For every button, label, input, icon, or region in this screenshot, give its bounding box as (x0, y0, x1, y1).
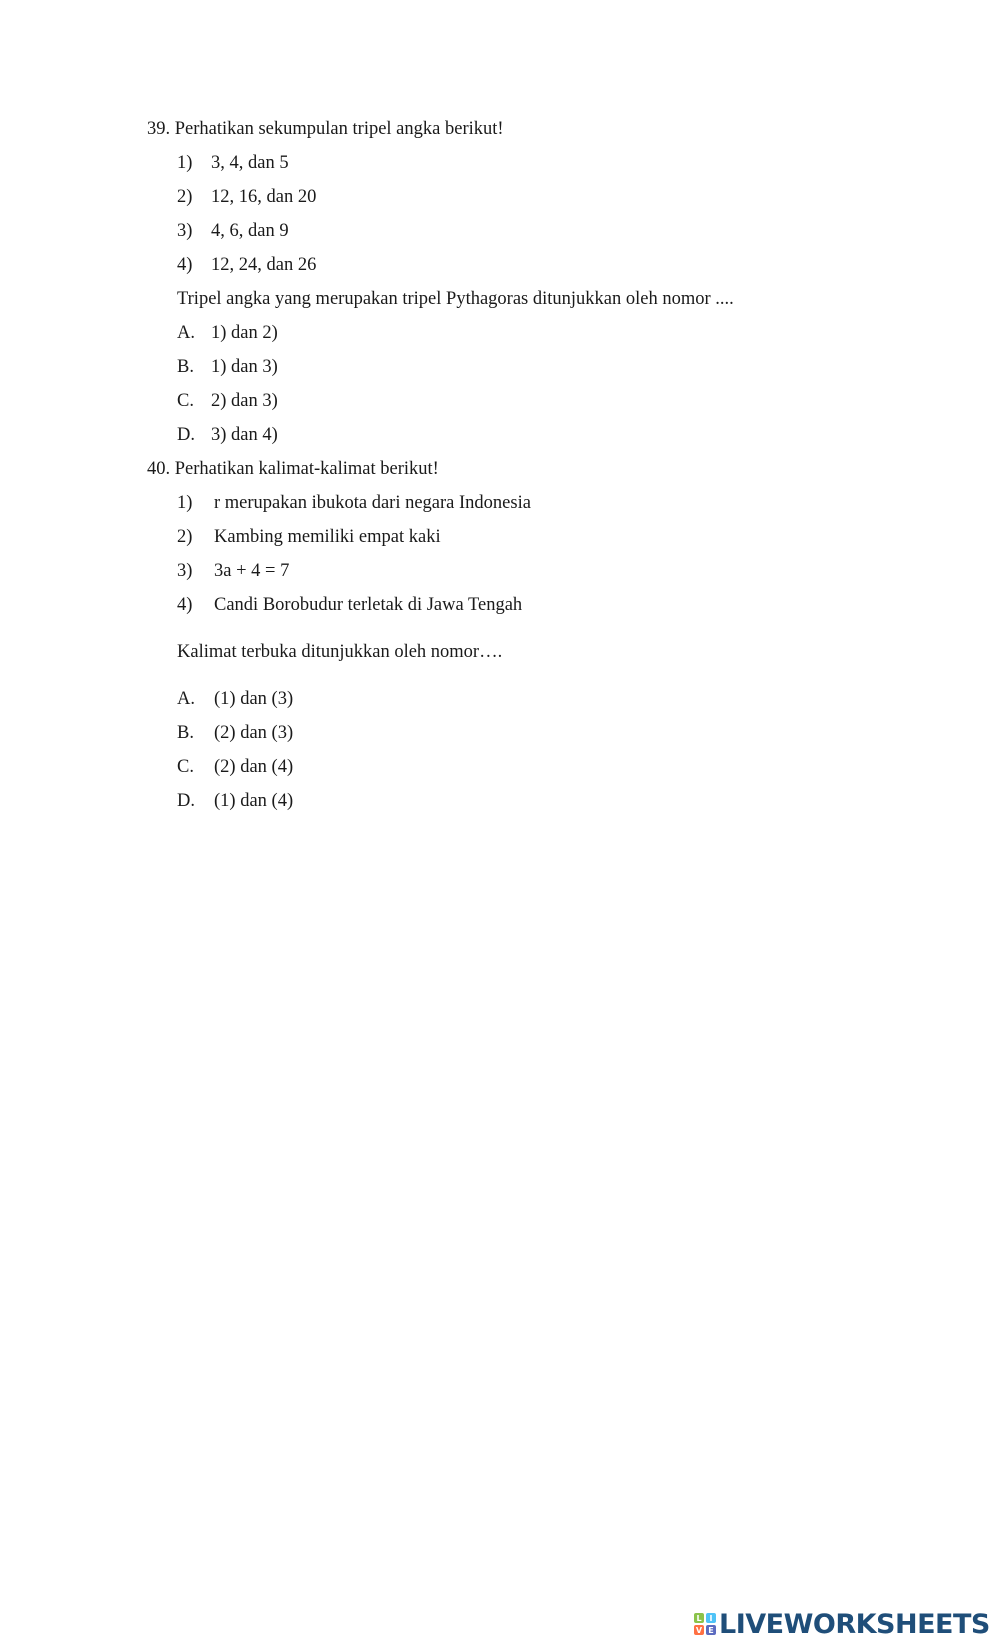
option-text: (2) dan (3) (214, 723, 294, 743)
question-number: 40. (147, 459, 171, 479)
list-item-text: 3, 4, dan 5 (211, 153, 289, 173)
option-letter: C. (177, 757, 194, 777)
option-text: 2) dan 3) (211, 391, 278, 411)
option-text: 1) dan 2) (211, 323, 278, 343)
option-text: 3) dan 4) (211, 425, 278, 445)
logo-tile: E (706, 1625, 716, 1635)
list-item-text: 12, 24, dan 26 (211, 255, 317, 275)
option-text: (1) dan (4) (214, 791, 294, 811)
list-item-number: 3) (177, 221, 193, 241)
list-item-number: 4) (177, 595, 193, 615)
logo-tile: I (706, 1613, 716, 1623)
option-letter: B. (177, 357, 194, 377)
option-letter: C. (177, 391, 194, 411)
list-item-text: 4, 6, dan 9 (211, 221, 289, 241)
list-item-number: 2) (177, 187, 193, 207)
question-40-prompt (147, 458, 439, 480)
list-item-number: 4) (177, 255, 193, 275)
liveworksheets-logo-icon (694, 1613, 716, 1635)
list-item-text: 12, 16, dan 20 (211, 187, 317, 207)
list-item-text: r merupakan ibukota dari negara Indonesia (214, 493, 531, 513)
logo-tile: L (694, 1613, 704, 1623)
list-item-number: 2) (177, 527, 193, 547)
list-item-number: 3) (177, 561, 193, 581)
question-39-prompt (147, 118, 504, 140)
list-item-number: 1) (177, 493, 193, 513)
list-item-text: 3a + 4 = 7 (214, 561, 290, 581)
option-letter: A. (177, 689, 195, 709)
question-number: 39. (147, 119, 171, 139)
option-text: 1) dan 3) (211, 357, 278, 377)
question-prompt-text: Perhatikan kalimat-kalimat berikut! (174, 459, 439, 479)
list-item-text: Kambing memiliki empat kaki (214, 527, 441, 547)
logo-tile: V (695, 1625, 703, 1635)
question-40-stem: Kalimat terbuka ditunjukkan oleh nomor…. (177, 642, 503, 662)
list-item-text: Candi Borobudur terletak di Jawa Tengah (214, 595, 523, 615)
option-text: (2) dan (4) (214, 757, 294, 777)
watermark-text: LIVEWORKSHEETS (719, 1608, 990, 1640)
list-item-number: 1) (177, 153, 193, 173)
option-text: (1) dan (3) (214, 689, 294, 709)
question-39-stem: Tripel angka yang merupakan tripel Pythagoras ditunjukkan oleh nomor .... (177, 289, 734, 309)
liveworksheets-watermark (694, 1609, 990, 1639)
option-letter: A. (177, 323, 195, 343)
option-letter: D. (177, 425, 195, 445)
option-letter: B. (177, 723, 194, 743)
question-prompt-text: Perhatikan sekumpulan tripel angka berikut! (174, 119, 504, 139)
option-letter: D. (177, 791, 195, 811)
